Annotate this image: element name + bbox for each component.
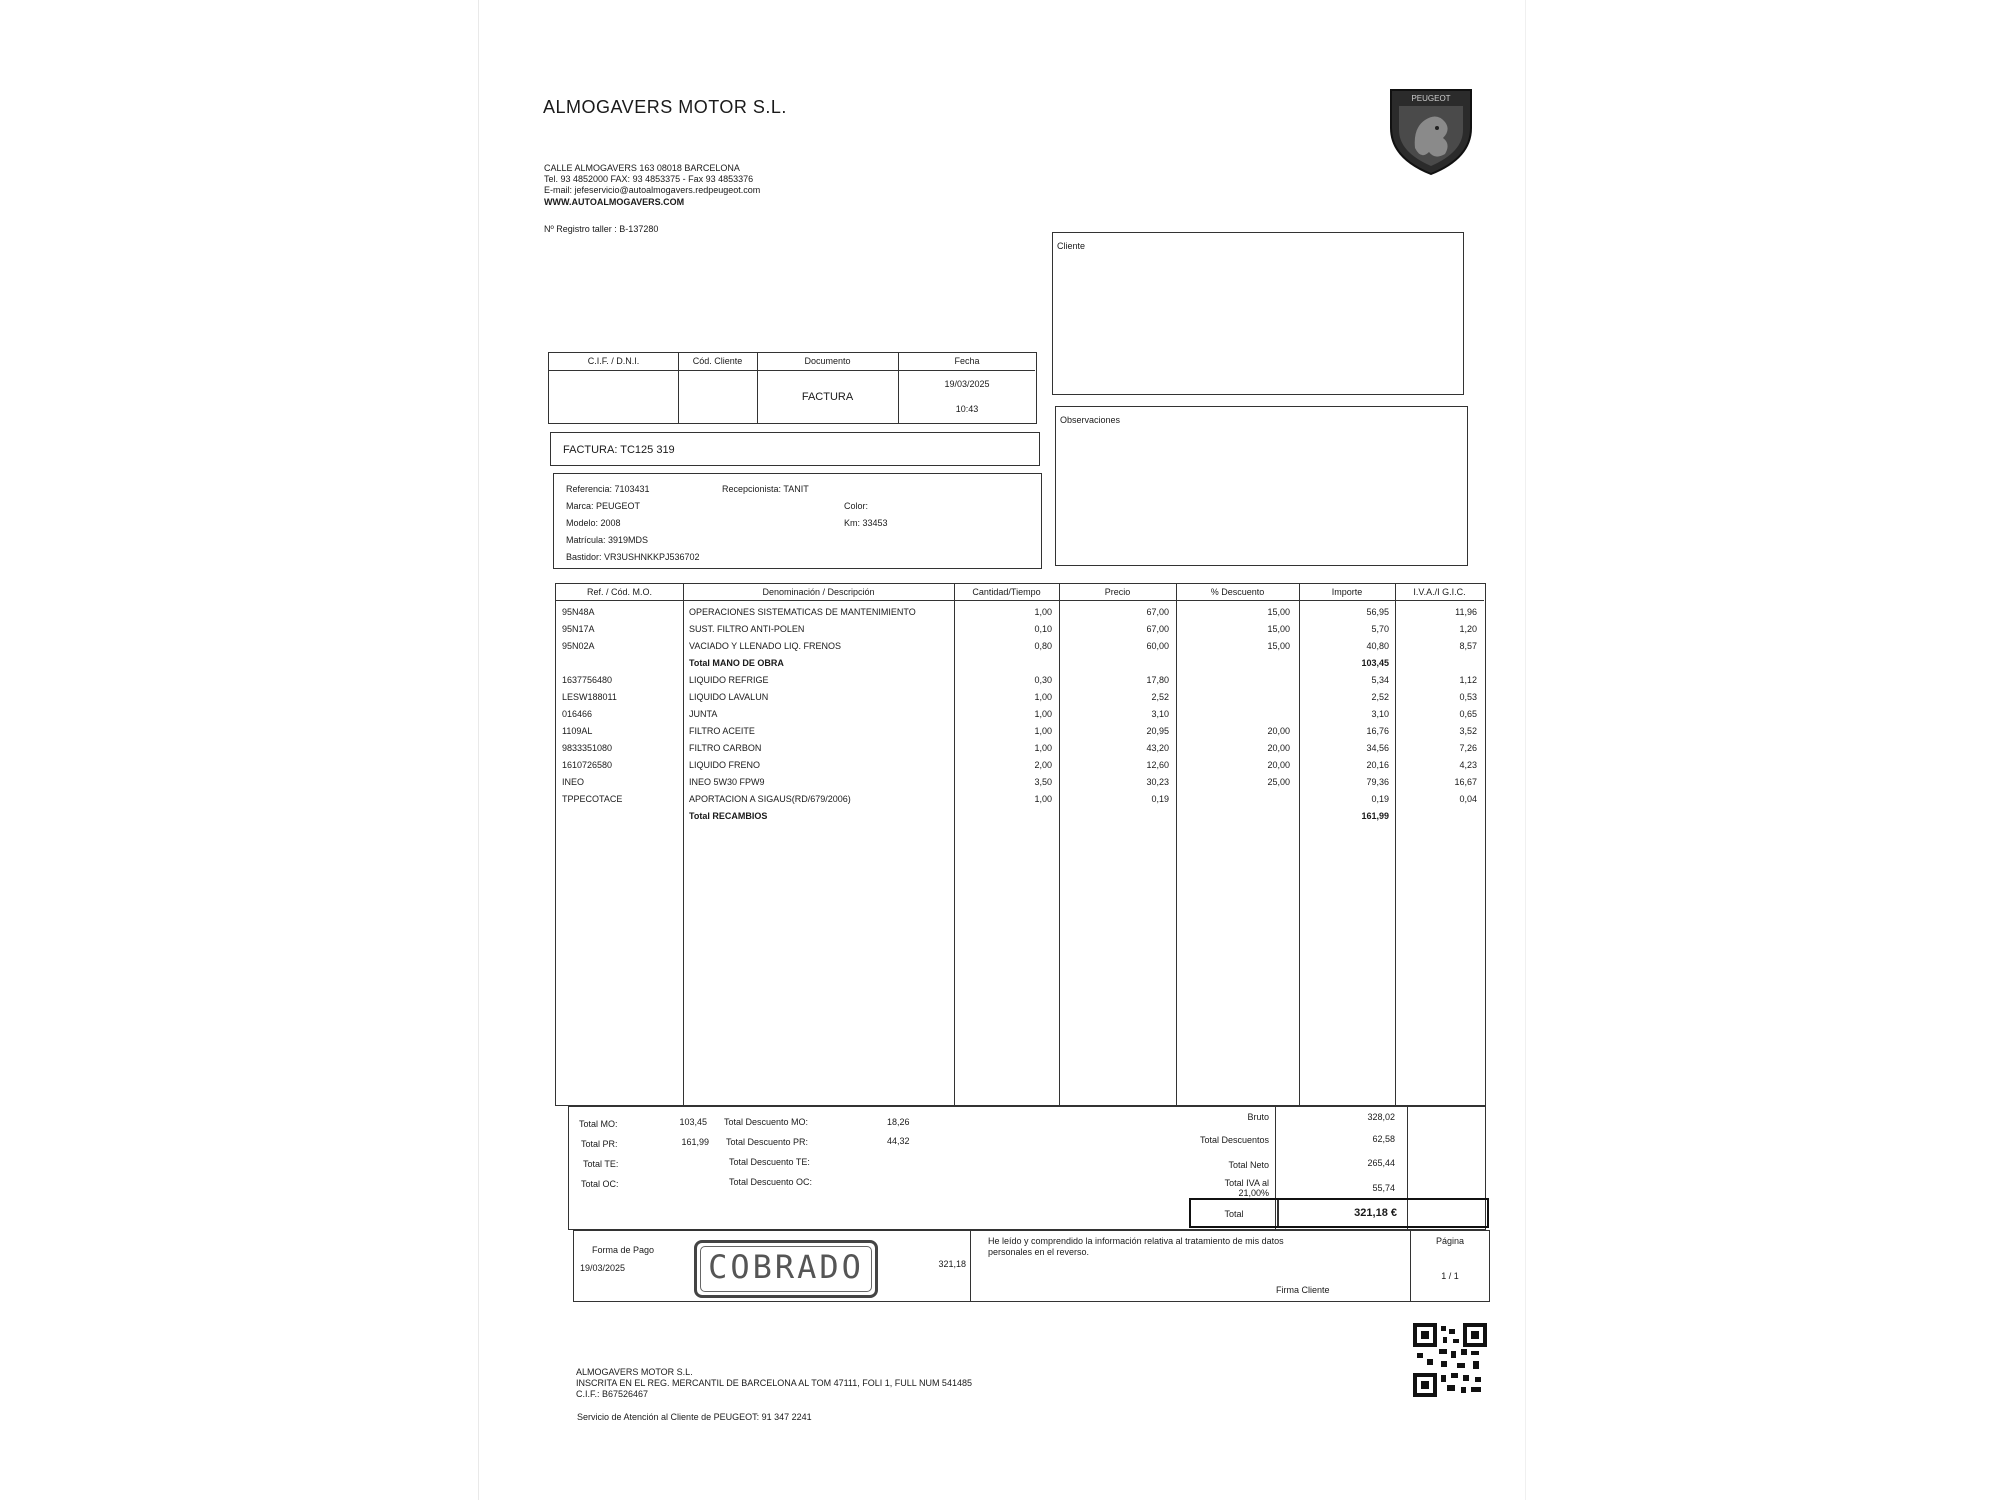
line-vat: 0,04	[1459, 794, 1477, 804]
table-row	[556, 709, 1484, 725]
signature-label: Firma Cliente	[1276, 1285, 1330, 1295]
payment-box	[573, 1230, 1490, 1302]
paid-stamp	[694, 1240, 878, 1298]
line-ref: 9833351080	[562, 743, 613, 753]
col-document: Documento	[804, 356, 851, 366]
line-vat: 4,23	[1459, 760, 1477, 770]
col-ref: Ref. / Cód. M.O.	[586, 587, 653, 597]
scan-edge	[1525, 0, 1526, 1500]
line-amount: 16,76	[1366, 726, 1389, 736]
total-mo-label: Total MO:	[579, 1119, 618, 1129]
line-quantity: 0,30	[1034, 675, 1052, 685]
line-vat: 1,12	[1459, 675, 1477, 685]
line-description: FILTRO CARBON	[689, 743, 762, 753]
client-box	[1052, 232, 1464, 395]
line-price: 60,00	[1146, 641, 1169, 651]
paid-stamp-text: COBRADO	[708, 1248, 864, 1286]
invoice-number-box	[550, 432, 1040, 466]
brand-text: PEUGEOT	[1411, 94, 1451, 103]
grand-total-box	[1189, 1198, 1489, 1228]
line-amount: 20,16	[1366, 760, 1389, 770]
workshop-registry: Nº Registro taller : B-137280	[544, 224, 659, 234]
vat-value: 55,74	[1372, 1183, 1395, 1193]
line-discount: 15,00	[1267, 624, 1290, 634]
col-client-code: Cód. Cliente	[692, 356, 743, 366]
line-description: LIQUIDO REFRIGE	[689, 675, 769, 685]
line-price: 12,60	[1146, 760, 1169, 770]
table-row	[556, 794, 1484, 810]
table-row	[556, 607, 1484, 623]
line-description: OPERACIONES SISTEMATICAS DE MANTENIMIENTO	[689, 607, 916, 617]
net-value: 265,44	[1367, 1158, 1395, 1168]
footer-company: ALMOGAVERS MOTOR S.L.	[576, 1367, 693, 1377]
line-ref: 95N48A	[562, 607, 595, 617]
table-row	[556, 641, 1484, 657]
line-vat: 11,96	[1455, 607, 1477, 617]
line-discount: 15,00	[1267, 607, 1290, 617]
line-price: 43,20	[1146, 743, 1169, 753]
line-items-table	[555, 583, 1486, 1106]
footer-registry: INSCRITA EN EL REG. MERCANTIL DE BARCELONA AL TOM 47111, FOLI 1, FULL NUM 541485	[576, 1378, 972, 1388]
document-type: FACTURA	[801, 391, 854, 403]
col-description: Denominación / Descripción	[762, 587, 875, 597]
grand-total-label: Total	[1224, 1209, 1244, 1219]
line-amount: 161,99	[1361, 811, 1389, 821]
line-description: APORTACION A SIGAUS(RD/679/2006)	[689, 794, 851, 804]
line-ref: 1109AL	[562, 726, 593, 736]
line-description: INEO 5W30 FPW9	[689, 777, 765, 787]
peugeot-logo-icon	[1385, 88, 1477, 176]
line-ref: 95N17A	[562, 624, 595, 634]
line-amount: 0,19	[1371, 794, 1389, 804]
vehicle-receptionist: Recepcionista: TANIT	[722, 484, 809, 494]
total-desc-oc-label: Total Descuento OC:	[729, 1177, 813, 1187]
line-amount: 5,34	[1371, 675, 1389, 685]
line-quantity: 1,00	[1034, 709, 1052, 719]
payment-amount: 321,18	[938, 1259, 966, 1269]
line-price: 30,23	[1146, 777, 1169, 787]
col-discount: % Descuento	[1210, 587, 1265, 597]
vehicle-brand: Marca: PEUGEOT	[566, 501, 641, 511]
vehicle-plate: Matrícula: 3919MDS	[566, 535, 649, 545]
subtotal-row	[556, 658, 1484, 674]
line-discount: 20,00	[1267, 726, 1290, 736]
total-desc-pr-label: Total Descuento PR:	[726, 1137, 809, 1147]
document-header-table	[548, 352, 1037, 424]
line-price: 20,95	[1146, 726, 1169, 736]
company-name: ALMOGAVERS MOTOR S.L.	[543, 97, 787, 117]
total-pr-value: 161,99	[681, 1137, 709, 1147]
vehicle-reference: Referencia: 7103431	[566, 484, 650, 494]
line-vat: 0,53	[1459, 692, 1477, 702]
line-discount: 25,00	[1267, 777, 1290, 787]
line-description: LIQUIDO LAVALUN	[689, 692, 769, 702]
line-amount: 3,10	[1371, 709, 1389, 719]
line-price: 2,52	[1151, 692, 1169, 702]
line-description: FILTRO ACEITE	[689, 726, 755, 736]
observations-box	[1055, 406, 1468, 566]
vat-label: Total IVA al	[1224, 1178, 1269, 1188]
line-amount: 79,36	[1366, 777, 1389, 787]
line-price: 0,19	[1151, 794, 1169, 804]
total-desc-te-label: Total Descuento TE:	[729, 1157, 810, 1167]
table-row	[556, 760, 1484, 776]
line-ref: INEO	[562, 777, 585, 787]
col-vat: I.V.A./I G.I.C.	[1413, 587, 1466, 597]
line-quantity: 1,00	[1034, 726, 1052, 736]
line-description: SUST. FILTRO ANTI-POLEN	[689, 624, 805, 634]
table-row	[556, 692, 1484, 708]
line-discount: 20,00	[1267, 743, 1290, 753]
table-row	[556, 777, 1484, 793]
invoice-number: FACTURA: TC125 319	[563, 444, 675, 456]
payment-method-label: Forma de Pago	[592, 1245, 655, 1255]
table-row	[556, 726, 1484, 742]
line-description: JUNTA	[689, 709, 718, 719]
page-number: 1 / 1	[1441, 1271, 1459, 1281]
line-quantity: 1,00	[1034, 794, 1052, 804]
vehicle-box	[553, 473, 1042, 569]
total-te-label: Total TE:	[583, 1159, 619, 1169]
invoice-date: 19/03/2025	[944, 379, 990, 389]
line-quantity: 1,00	[1034, 692, 1052, 702]
discounts-value: 62,58	[1372, 1134, 1395, 1144]
payment-date: 19/03/2025	[580, 1263, 626, 1273]
line-discount: 15,00	[1267, 641, 1290, 651]
privacy-notice-line1: He leído y comprendido la información relativa al tratamiento de mis datos	[988, 1236, 1284, 1246]
client-label: Cliente	[1057, 241, 1086, 251]
bruto-label: Bruto	[1247, 1112, 1269, 1122]
grand-total-value: 321,18 €	[1354, 1207, 1397, 1219]
line-description: VACIADO Y LLENADO LIQ. FRENOS	[689, 641, 842, 651]
net-label: Total Neto	[1228, 1160, 1269, 1170]
total-oc-label: Total OC:	[581, 1179, 619, 1189]
subtotal-row	[556, 811, 1484, 827]
privacy-notice-line2: personales en el reverso.	[988, 1247, 1090, 1257]
table-row	[556, 743, 1484, 759]
vehicle-model: Modelo: 2008	[566, 518, 621, 528]
line-quantity: 1,00	[1034, 607, 1052, 617]
line-ref: 016466	[562, 709, 593, 719]
total-desc-pr-value: 44,32	[887, 1136, 910, 1146]
line-amount: 34,56	[1366, 743, 1389, 753]
company-email: E-mail: jefeservicio@autoalmogavers.redpeugeot.com	[544, 185, 761, 195]
col-amount: Importe	[1331, 587, 1363, 597]
line-price: 67,00	[1146, 607, 1169, 617]
vat-rate: 21,00%	[1238, 1188, 1269, 1198]
col-date: Fecha	[954, 356, 980, 366]
line-ref: 1637756480	[562, 675, 613, 685]
line-ref: 1610726580	[562, 760, 613, 770]
table-row	[556, 624, 1484, 640]
line-amount: 2,52	[1371, 692, 1389, 702]
line-quantity: 0,80	[1034, 641, 1052, 651]
line-vat: 0,65	[1459, 709, 1477, 719]
total-mo-value: 103,45	[679, 1117, 707, 1127]
line-vat: 8,57	[1459, 641, 1477, 651]
line-description: Total RECAMBIOS	[689, 811, 768, 821]
vehicle-km: Km: 33453	[844, 518, 888, 528]
footer-cif: C.I.F.: B67526467	[576, 1389, 649, 1399]
company-address: CALLE ALMOGAVERS 163 08018 BARCELONA	[544, 163, 740, 173]
line-vat: 7,26	[1459, 743, 1477, 753]
line-amount: 103,45	[1361, 658, 1389, 668]
vehicle-vin: Bastidor: VR3USHNKKPJ536702	[566, 552, 700, 562]
company-phones: Tel. 93 4852000 FAX: 93 4853375 - Fax 93 4853376	[544, 174, 754, 184]
line-price: 3,10	[1151, 709, 1169, 719]
bruto-value: 328,02	[1367, 1112, 1395, 1122]
line-vat: 1,20	[1459, 624, 1477, 634]
line-discount: 20,00	[1267, 760, 1290, 770]
line-price: 67,00	[1146, 624, 1169, 634]
line-amount: 5,70	[1371, 624, 1389, 634]
total-pr-label: Total PR:	[581, 1139, 618, 1149]
line-vat: 16,67	[1454, 777, 1477, 787]
line-price: 17,80	[1146, 675, 1169, 685]
discounts-label: Total Descuentos	[1199, 1135, 1269, 1145]
invoice-time: 10:43	[955, 404, 979, 414]
company-web: WWW.AUTOALMOGAVERS.COM	[544, 197, 685, 207]
line-amount: 56,95	[1366, 607, 1389, 617]
total-desc-mo-label: Total Descuento MO:	[724, 1117, 809, 1127]
line-ref: TPPECOTACE	[562, 794, 623, 804]
total-desc-mo-value: 18,26	[887, 1117, 910, 1127]
page-label: Página	[1435, 1236, 1465, 1246]
line-quantity: 1,00	[1034, 743, 1052, 753]
vehicle-color: Color:	[844, 501, 869, 511]
line-description: Total MANO DE OBRA	[689, 658, 784, 668]
col-quantity: Cantidad/Tiempo	[972, 587, 1041, 597]
qr-code-icon	[1413, 1323, 1487, 1397]
line-ref: LESW188011	[562, 692, 617, 702]
scan-edge	[478, 0, 479, 1500]
col-cif: C.I.F. / D.N.I.	[587, 356, 640, 366]
footer-customer-service: Servicio de Atención al Cliente de PEUGEOT: 91 347 2241	[577, 1412, 812, 1422]
line-vat: 3,52	[1459, 726, 1477, 736]
line-quantity: 2,00	[1034, 760, 1052, 770]
line-ref: 95N02A	[562, 641, 595, 651]
line-quantity: 0,10	[1034, 624, 1052, 634]
observations-label: Observaciones	[1060, 415, 1121, 425]
line-description: LIQUIDO FRENO	[689, 760, 761, 770]
line-quantity: 3,50	[1034, 777, 1052, 787]
line-amount: 40,80	[1366, 641, 1389, 651]
table-row	[556, 675, 1484, 691]
col-price: Precio	[1104, 587, 1131, 597]
